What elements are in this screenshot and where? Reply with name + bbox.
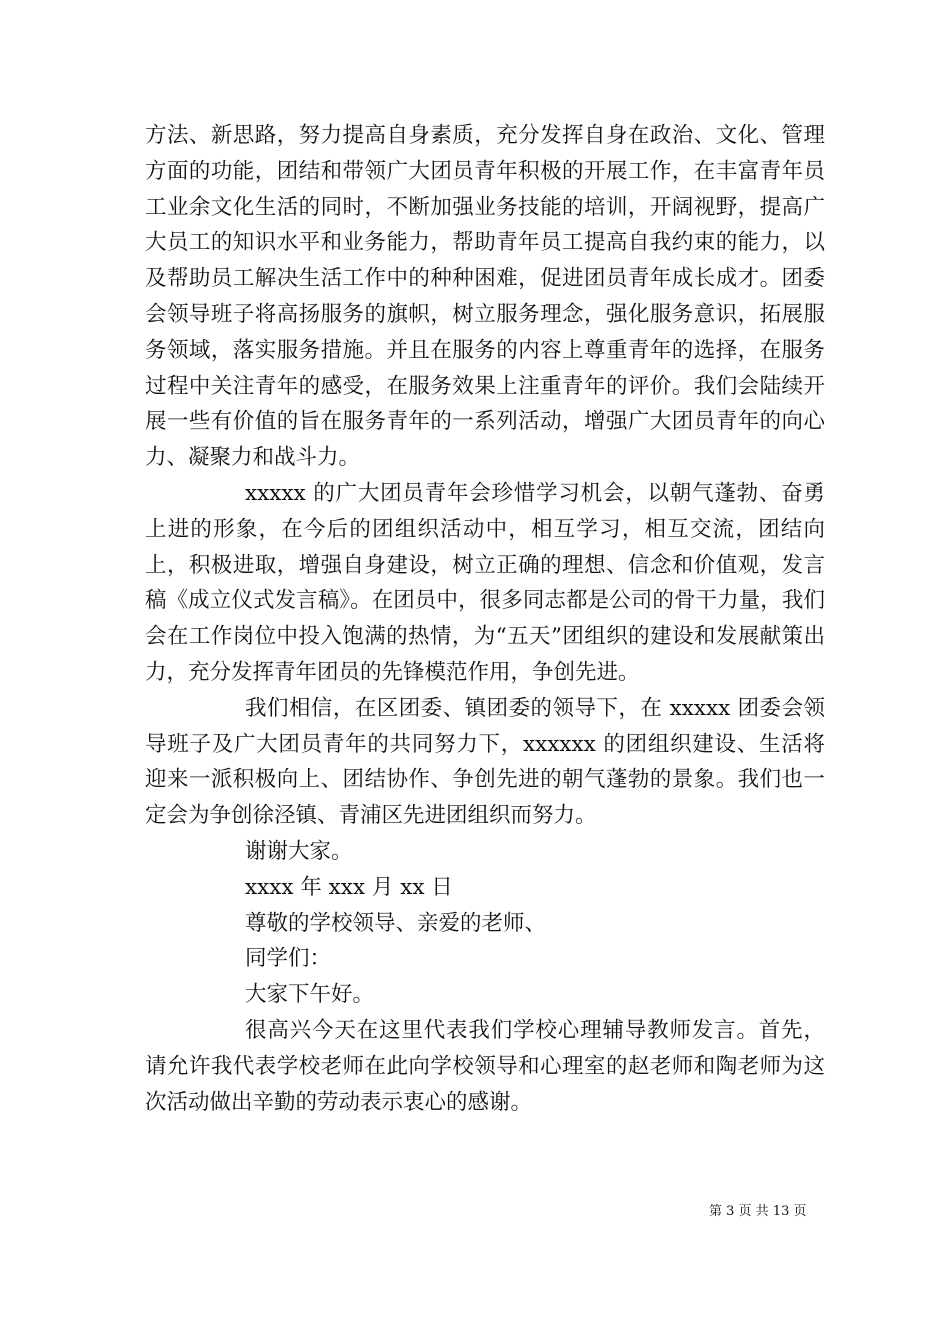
paragraph-youth-commitment: xxxxx 的广大团员青年会珍惜学习机会，以朝气蓬勃、奋勇上进的形象，在今后的团组织活动中，相互学习，相互交流，团结向上，积极进取，增强自身建设，树立正确的理想、信念和价值观，发言稿《成立仪式发言稿》。在团员中，很多同志都是公司的骨干力量，我们会在工作岗位中投入饱满的热情，为“五天”团组织的建设和发展献策出力，充分发挥青年团员的先锋模范作用，争创先进。 — [145, 480, 825, 685]
salutation-leaders: 尊敬的学校领导、亲爱的老师、 — [245, 910, 547, 936]
closing-thanks: 谢谢大家。 — [245, 838, 353, 864]
salutation-students: 同学们： — [245, 946, 332, 972]
greeting: 大家下午好。 — [245, 982, 375, 1008]
date-line: xxxx 年 xxx 月 xx 日 — [245, 874, 453, 900]
page-number-footer: 第 3 页 共 13 页 — [709, 1204, 807, 1219]
paragraph-belief: 我们相信，在区团委、镇团委的领导下，在 xxxxx 团委会领导班子及广大团员青年的共同努力下，xxxxxx 的团组织建设、生活将迎来一派积极向上、团结协作、争创先进的朝气蓬勃的景象。我们也一定会为争创徐泾镇、青浦区先进团组织而努力。 — [145, 695, 825, 829]
document-body — [145, 118, 825, 1120]
paragraph-opening-speech: 很高兴今天在这里代表我们学校心理辅导教师发言。首先，请允许我代表学校老师在此向学校领导和心理室的赵老师和陶老师为这次活动做出辛勤的劳动表示衷心的感谢。 — [145, 1017, 825, 1115]
paragraph-service-work: 方法、新思路，努力提高自身素质，充分发挥自身在政治、文化、管理方面的功能，团结和带领广大团员青年积极的开展工作，在丰富青年员工业余文化生活的同时，不断加强业务技能的培训，开阔视野，提高广大员工的知识水平和业务能力，帮助青年员工提高自我约束的能力，以及帮助员工解决生活工作中的种种困难，促进团员青年成长成才。团委会领导班子将高扬服务的旗帜，树立服务理念，强化服务意识，拓展服务领域，落实服务措施。并且在服务的内容上尊重青年的选择，在服务过程中关注青年的感受，在服务效果上注重青年的评价。我们会陆续开展一些有价值的旨在服务青年的一系列活动，增强广大团员青年的向心力、凝聚力和战斗力。 — [145, 123, 825, 471]
